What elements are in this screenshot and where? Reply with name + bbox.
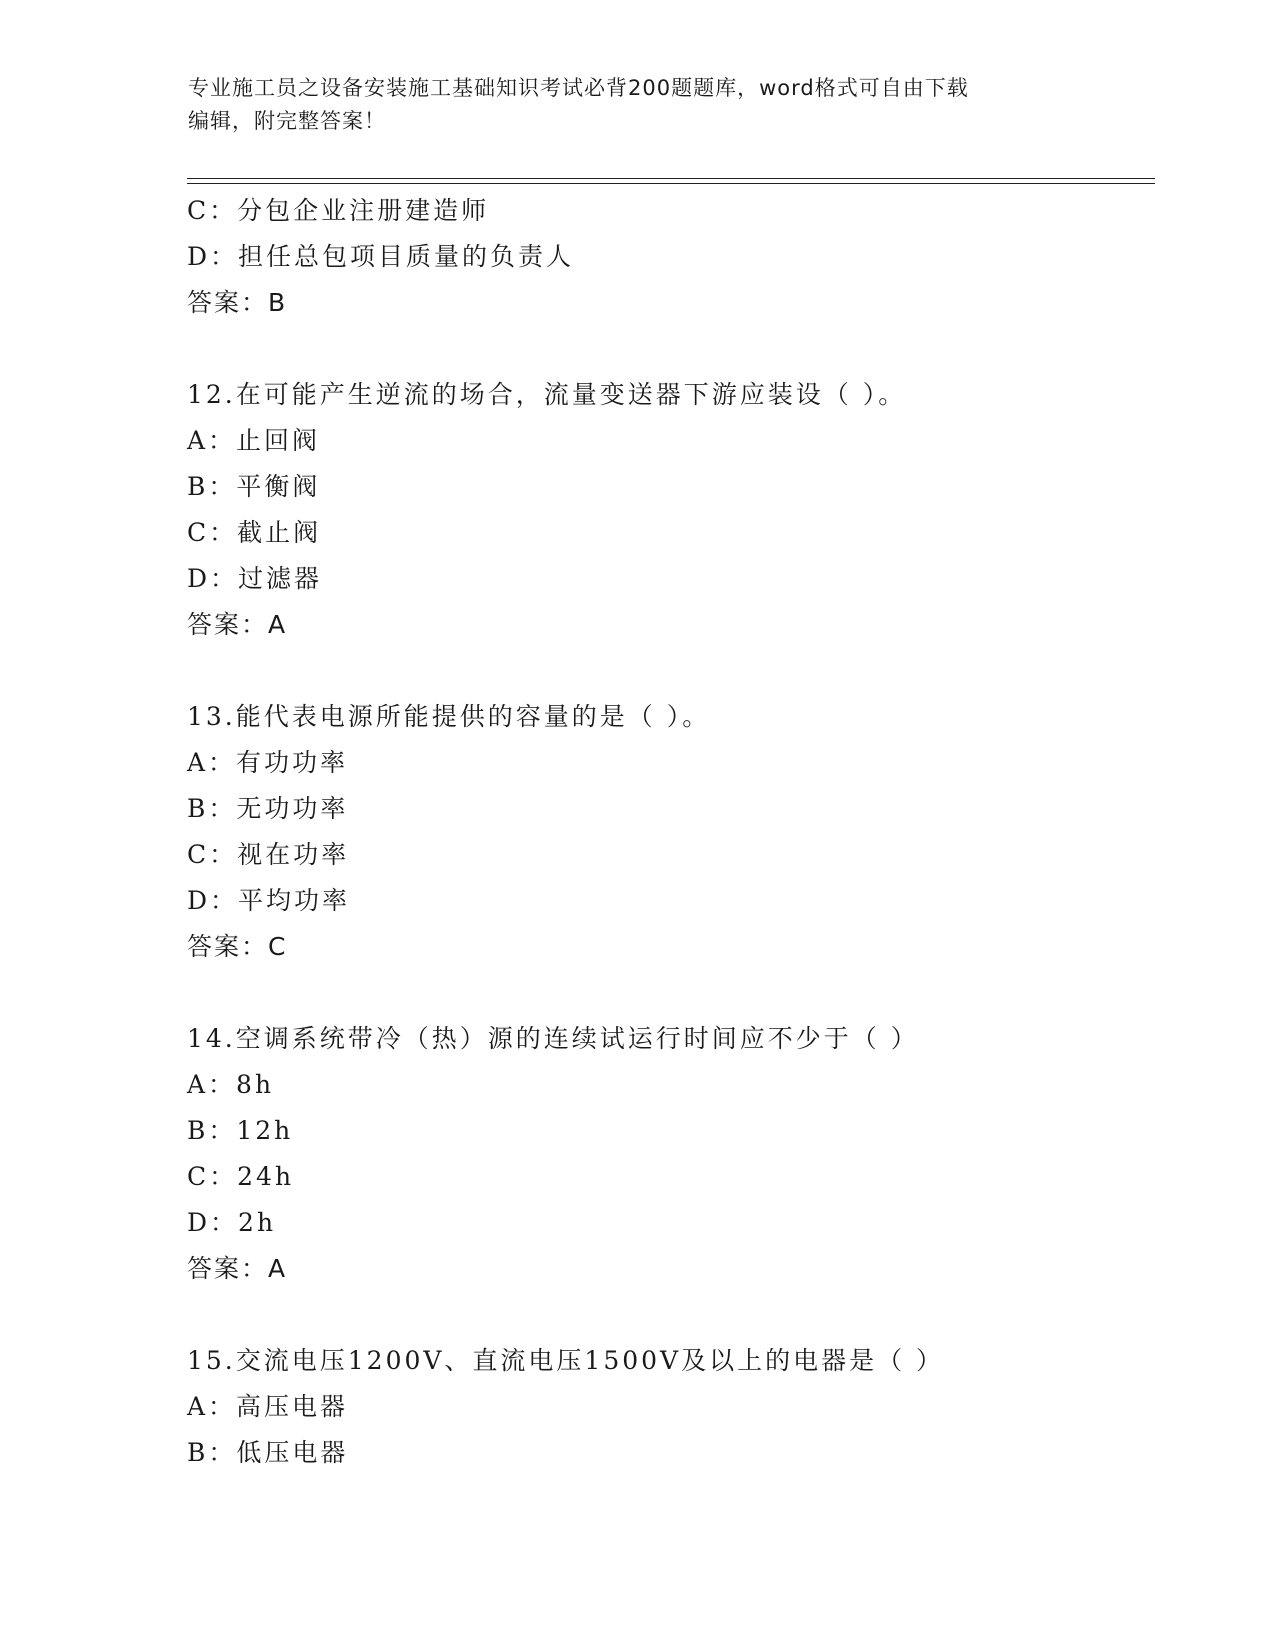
option-a: A：止回阀 [187,426,321,455]
option-a: A：高压电器 [187,1392,349,1421]
answer-line: 答案：A [187,610,288,639]
option-c: C：视在功率 [187,840,350,869]
question-stem: 12.在可能产生逆流的场合，流量变送器下游应装设（ ）。 [187,380,907,409]
option-d: D：担任总包项目质量的负责人 [187,242,575,271]
option-c: C：截止阀 [187,518,322,547]
answer-line: 答案：B [187,288,288,317]
header-line-2: 编辑，附完整答案！ [188,109,386,133]
answer-line: 答案：C [187,932,288,961]
question-13 [187,694,1147,970]
question-14 [187,1016,1147,1292]
option-a: A：8h [187,1070,275,1099]
option-a: A：有功功率 [187,748,349,777]
option-d: D：2h [187,1208,277,1237]
header-line-1: 专业施工员之设备安装施工基础知识考试必背200题题库，word格式可自由下载 [188,76,969,100]
question-stem: 15.交流电压1200V、直流电压1500V及以上的电器是（ ） [187,1346,945,1375]
option-b: B：12h [187,1116,294,1145]
question-12 [187,372,1147,648]
option-b: B：平衡阀 [187,472,321,501]
header-divider-bottom [187,183,1155,184]
question-list [187,188,1147,1476]
question-15 [187,1338,1147,1476]
option-b: B：低压电器 [187,1438,349,1467]
option-d: D：过滤器 [187,564,323,593]
option-c: C：分包企业注册建造师 [187,196,490,225]
question-stem: 14.空调系统带冷（热）源的连续试运行时间应不少于（ ） [187,1024,919,1053]
option-c: C：24h [187,1162,295,1191]
document-header [188,72,1068,138]
question-partial [187,188,1147,326]
header-divider-top [187,178,1155,179]
option-b: B：无功功率 [187,794,349,823]
answer-line: 答案：A [187,1254,288,1283]
question-stem: 13.能代表电源所能提供的容量的是（ ）。 [187,702,711,731]
option-d: D：平均功率 [187,886,351,915]
